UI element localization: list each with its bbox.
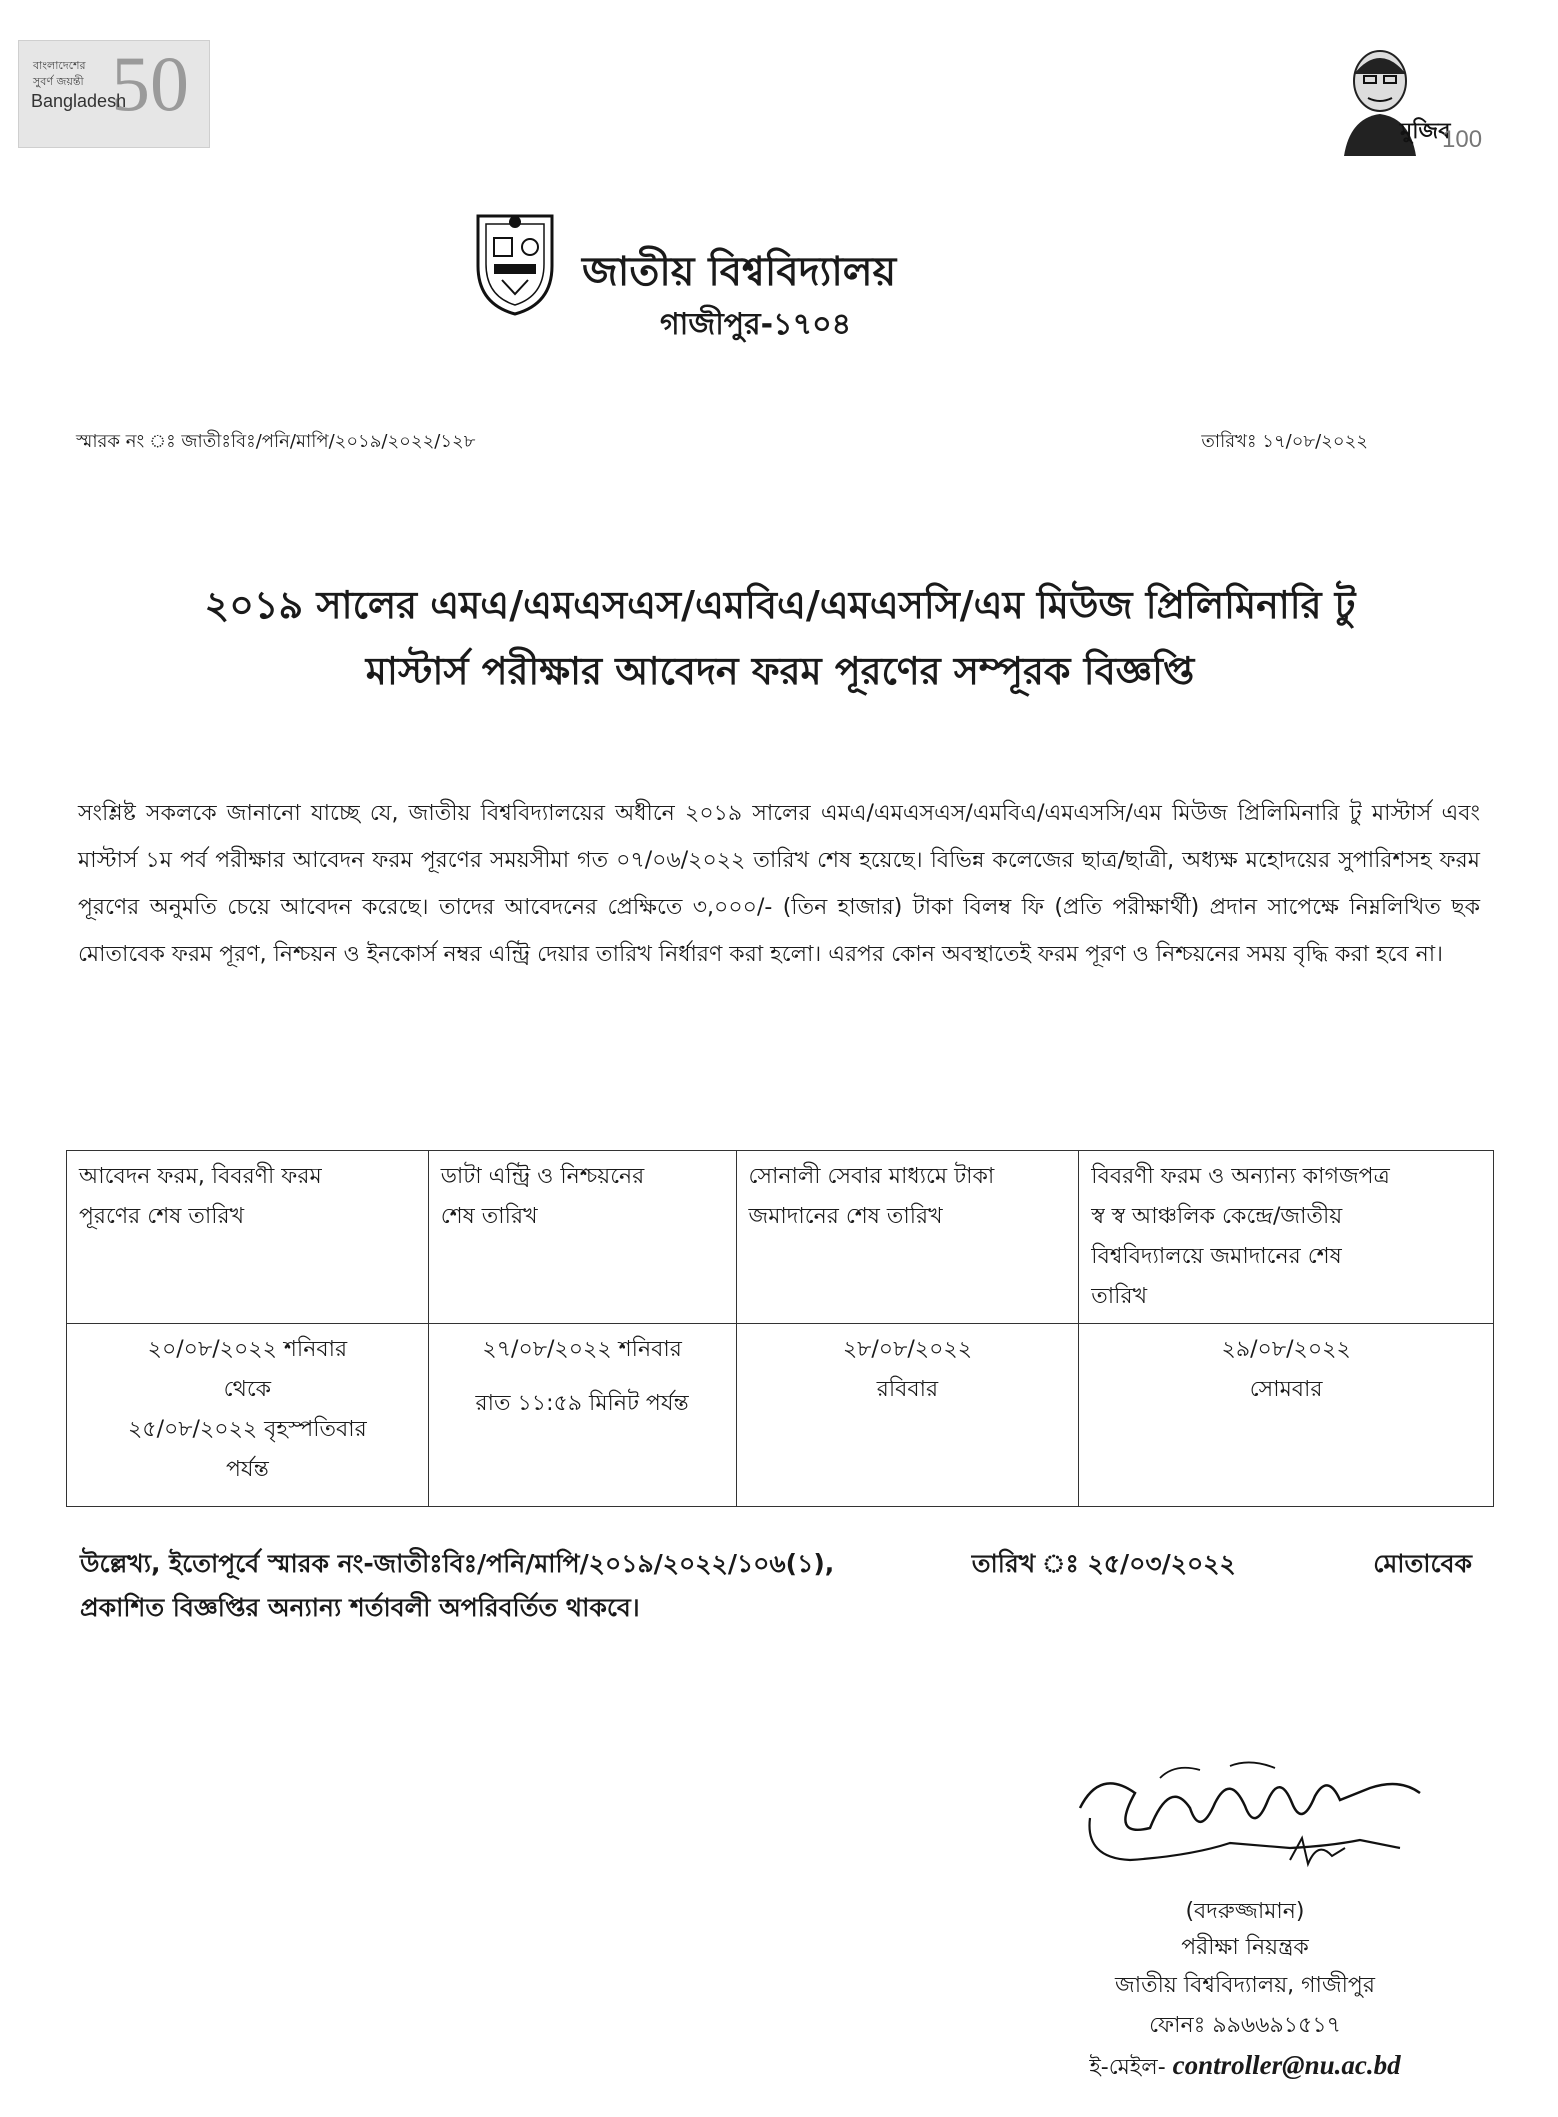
table-header-cell: ডাটা এন্ট্রি ও নিশ্চয়নের শেষ তারিখ	[428, 1151, 736, 1324]
notice-body: সংশ্লিষ্ট সকলকে জানানো যাচ্ছে যে, জাতীয় বিশ্ববিদ্যালয়ের অধীনে ২০১৯ সালের এমএ/এমএসএস/এমবিএ/এমএসসি/এম মিউজ প্রিলিমিনারি টু মাস্টার্স এবং মাস্টার্স ১ম পর্ব পরীক্ষার আবেদন ফরম পূরণের সময়সীমা গত ০৭/০৬/২০২২ তারিখ শেষ হয়েছে। বিভিন্ন কলেজের ছাত্র/ছাত্রী, অধ্যক্ষ মহোদয়ের সুপারিশসহ ফরম পূরণের অনুমতি চেয়ে আবেদন করেছে। তাদের আবেদনের প্রেক্ষিতে ৩,০০০/- (তিন হাজার) টাকা বিলম্ব ফি (প্রতি পরীক্ষার্থী) প্রদান সাপেক্ষে নিম্নলিখিত ছক মোতাবেক ফরম পূরণ, নিশ্চয়ন ও ইনকোর্স নম্বর এন্ট্রি দেয়ার তারিখ নির্ধারণ করা হলো। এরপর কোন অবস্থাতেই ফরম পূরণ ও নিশ্চয়নের সময় বৃদ্ধি করা হবে না।	[78, 801, 1480, 967]
note-line2: প্রকাশিত বিজ্ঞপ্তির অন্যান্য শর্তাবলী অপরিবর্তিত থাকবে।	[80, 1593, 640, 1622]
note-reference: উল্লেখ্য, ইতোপূর্বে স্মারক নং-জাতীঃবিঃ/পনি/মাপি/২০১৯/২০২২/১০৬(১),	[80, 1549, 835, 1578]
notice-title	[60, 572, 1500, 704]
schedule-table	[66, 1150, 1494, 1507]
table-cell: ২৮/০৮/২০২২ রবিবার	[736, 1324, 1079, 1507]
mujib-100-logo	[1330, 36, 1483, 156]
table-header-cell: বিবরণী ফরম ও অন্যান্য কাগজপত্র স্ব স্ব আঞ্চলিক কেন্দ্রে/জাতীয় বিশ্ববিদ্যালয়ে জমাদানের শেষ তারিখ	[1079, 1151, 1494, 1324]
notice-title-line1: ২০১৯ সালের এমএ/এমএসএস/এমবিএ/এমএসসি/এম মিউজ প্রিলিমিনারি টু	[204, 583, 1356, 627]
table-cell: ২০/০৮/২০২২ শনিবার থেকে ২৫/০৮/২০২২ বৃহস্পতিবার পর্যন্ত	[67, 1324, 429, 1507]
memo-reference: স্মারক নং ঃ জাতীঃবিঃ/পনি/মাপি/২০১৯/২০২২/১২৮	[76, 431, 476, 452]
table-row	[67, 1324, 1494, 1507]
table-header-cell: আবেদন ফরম, বিবরণী ফরম পূরণের শেষ তারিখ	[67, 1151, 429, 1324]
notice-title-line2: মাস্টার্স পরীক্ষার আবেদন ফরম পূরণের সম্পূরক বিজ্ঞপ্তি	[365, 649, 1195, 693]
signer-phone: ফোনঃ ৯৯৬৬৯১৫১৭	[1149, 2013, 1341, 2038]
table-cell: ২৯/০৮/২০২২ সোমবার	[1079, 1324, 1494, 1507]
signer-name: (বদরুজ্জামান)	[1185, 1899, 1305, 1924]
reference-note	[80, 1542, 1472, 1630]
logo-text-line2: সুবর্ণ জয়ন্তী	[33, 75, 84, 88]
bangladesh-50-logo	[18, 40, 210, 148]
email-label: ই-মেইল-	[1089, 2055, 1166, 2080]
note-according: মোতাবেক	[1373, 1549, 1472, 1578]
logo-text-name: Bangladesh	[31, 91, 127, 111]
signer-organization: জাতীয় বিশ্ববিদ্যালয়, গাজীপুর	[1115, 1973, 1375, 1998]
signer-email	[1040, 2050, 1450, 2087]
university-crest-icon	[470, 208, 560, 318]
table-header-cell: সোনালী সেবার মাধ্যমে টাকা জমাদানের শেষ তারিখ	[736, 1151, 1079, 1324]
logo-number: 100	[1442, 126, 1483, 153]
note-date: তারিখ ঃ ২৫/০৩/২০২২	[971, 1549, 1236, 1578]
memo-date: তারিখঃ ১৭/০৮/২০২২	[1201, 431, 1368, 452]
logo-text-line1: বাংলাদেশের	[33, 59, 86, 72]
email-address[interactable]: controller@nu.ac.bd	[1172, 2050, 1401, 2080]
university-address: গাজীপুর-১৭০৪	[660, 307, 852, 342]
table-header-row	[67, 1151, 1494, 1324]
signer-title: পরীক্ষা নিয়ন্ত্রক	[1181, 1935, 1309, 1960]
logo-number: 50	[111, 40, 189, 127]
university-name: জাতীয় বিশ্ববিদ্যালয়	[582, 249, 897, 295]
signature-image	[1040, 1748, 1450, 1898]
table-cell: ২৭/০৮/২০২২ শনিবার রাত ১১:৫৯ মিনিট পর্যন্ত	[428, 1324, 736, 1507]
logo-word: মুজিব	[1400, 119, 1451, 144]
